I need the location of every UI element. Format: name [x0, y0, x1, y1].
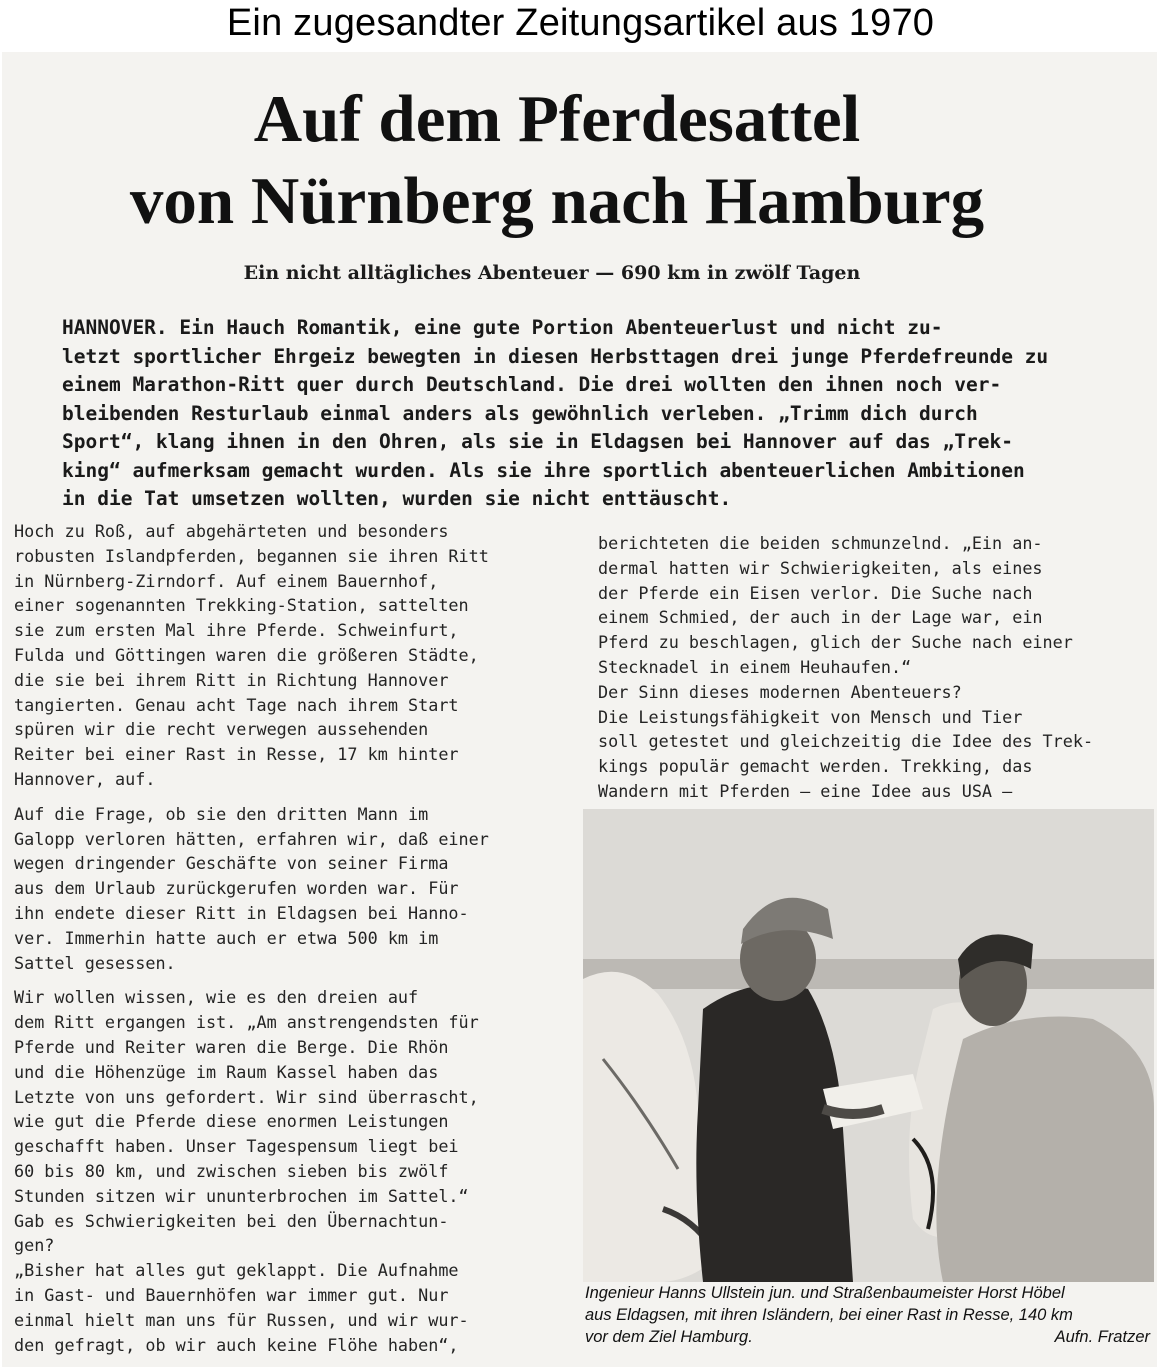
body-line: Pferde und Reiter waren die Berge. Die Rhön [14, 1036, 449, 1057]
body-line: berichteten die beiden schmunzelnd. „Ein an- [598, 533, 1043, 553]
body-line: der Pferde ein Eisen verlor. Die Suche nach [598, 582, 1033, 603]
body-line: in Gast- und Bauernhöfen war immer gut. Nur [14, 1284, 449, 1305]
body-line: Stunden sitzen wir ununterbrochen im Sattel.“ [14, 1185, 469, 1206]
body-line: Fulda und Göttingen waren die größeren Städte, [14, 644, 479, 665]
lead-line: king“ aufmerksam gemacht wurden. Als sie ihre sportlich abenteuerlichen Ambitionen [62, 458, 1025, 482]
body-line: wegen dringender Geschäfte von seiner Firma [14, 853, 449, 874]
body-line: Gab es Schwierigkeiten bei den Übernachtun- [14, 1210, 449, 1231]
paragraph-gap [14, 792, 584, 802]
body-line: tangierten. Genau acht Tage nach ihrem Start [14, 694, 459, 715]
body-line: Wandern mit Pferden — eine Idee aus USA — [598, 780, 1013, 801]
body-line: Die Leistungsfähigkeit von Mensch und Tier [598, 706, 1023, 727]
body-line: Galopp verloren hätten, erfahren wir, daß einer [14, 828, 489, 849]
body-line: einmal hielt man uns für Russen, und wir wur- [14, 1309, 469, 1330]
lead-line: Sport“, klang ihnen in den Ohren, als sie in Eldagsen bei Hannover auf das „Trek- [62, 430, 1013, 453]
body-line: aus dem Urlaub zurückgerufen worden war. Für [14, 878, 459, 899]
lead-line: einem Marathon-Ritt quer durch Deutschland. Die drei wollten den ihnen noch ver- [62, 373, 1002, 396]
lead-line: bleibenden Resturlaub einmal anders als gewöhnlich verleben. „Trimm dich durch [62, 401, 978, 425]
paragraph-gap [14, 975, 584, 985]
body-line: gen? [14, 1235, 55, 1256]
caption-line [585, 1326, 1150, 1348]
body-line: ver. Immerhin hatte auch er etwa 500 km im [14, 927, 439, 948]
lead-line: letzt sportlicher Ehrgeiz bewegten in diesen Herbsttagen drei junge Pferdefreunde zu [62, 344, 1049, 368]
article-headline [2, 78, 1112, 242]
body-line: Der Sinn dieses modernen Abenteuers? [598, 681, 962, 702]
photo-caption [585, 1282, 1150, 1348]
article-lead [62, 314, 1142, 514]
lead-line: in die Tat umsetzen wollten, wurden sie nicht enttäuscht. [62, 487, 732, 510]
headline-line: von Nürnberg nach Hamburg [129, 164, 985, 238]
body-line: Wir wollen wissen, wie es den dreien auf [14, 987, 419, 1008]
headline-line: Auf dem Pferdesattel [253, 82, 861, 156]
body-line: einem Schmied, der auch in der Lage war, ein [598, 607, 1043, 628]
body-line: ihn endete dieser Ritt in Eldagsen bei Hanno- [14, 902, 469, 923]
body-line: geschafft haben. Unser Tagespensum liegt bei [14, 1136, 459, 1157]
photo-credit: Aufn. Fratzer [1054, 1328, 1150, 1346]
body-line: dermal hatten wir Schwierigkeiten, als eines [598, 557, 1043, 578]
body-line: „Bisher hat alles gut geklappt. Die Aufnahme [14, 1260, 459, 1281]
body-line: Letzte von uns gefordert. Wir sind überrascht, [14, 1086, 479, 1107]
body-line: wie gut die Pferde diese enormen Leistungen [14, 1111, 449, 1132]
body-line: spüren wir die recht verwegen aussehenden [14, 719, 429, 740]
article-subheadline: Ein nicht alltägliches Abenteuer — 690 km in zwölf Tagen [243, 262, 861, 284]
body-line: Pferd zu beschlagen, glich der Suche nach einer [598, 632, 1073, 653]
body-line: Sattel gesessen. [14, 952, 176, 973]
body-line: und die Höhenzüge im Raum Kassel haben das [14, 1061, 439, 1082]
body-line: einer sogenannten Trekking-Station, sattelten [14, 595, 469, 616]
body-line: robusten Islandpferden, begannen sie ihren Ritt [14, 545, 489, 566]
article-photo [583, 809, 1154, 1282]
caption-line: aus Eldagsen, mit ihren Isländern, bei einer Rast in Resse, 140 km [585, 1306, 1073, 1324]
body-line: kings populär gemacht werden. Trekking, das [598, 756, 1033, 777]
body-line: sie zum ersten Mal ihre Pferde. Schweinfurt, [14, 620, 459, 641]
body-line: Reiter bei einer Rast in Resse, 17 km hinter [14, 744, 459, 765]
body-line: Hoch zu Roß, auf abgehärteten und besonders [14, 521, 449, 541]
article-column-left [14, 519, 584, 1357]
body-line: dem Ritt ergangen ist. „Am anstrengendsten für [14, 1012, 479, 1033]
body-line: Stecknadel in einem Heuhaufen.“ [598, 656, 912, 677]
caption-line: Ingenieur Hanns Ullstein jun. und Straßenbaumeister Horst Höbel [585, 1284, 1065, 1302]
caption-text: vor dem Ziel Hamburg. [585, 1328, 753, 1346]
body-line: Auf die Frage, ob sie den dritten Mann im [14, 803, 429, 824]
body-line: Hannover, auf. [14, 768, 156, 789]
article-column-right [598, 531, 1148, 853]
body-line: in Nürnberg-Zirndorf. Auf einem Bauernhof, [14, 570, 439, 591]
lead-line: HANNOVER. Ein Hauch Romantik, eine gute Portion Abenteuerlust und nicht zu- [62, 316, 943, 339]
body-line: soll getestet und gleichzeitig die Idee des Trek- [598, 731, 1094, 752]
body-line: 60 bis 80 km, und zwischen sieben bis zwölf [14, 1160, 449, 1181]
page-caption: Ein zugesandter Zeitungsartikel aus 1970 [226, 2, 935, 44]
body-line: den gefragt, ob wir auch keine Flöhe haben“, [14, 1334, 459, 1355]
body-line: die sie bei ihrem Ritt in Richtung Hannover [14, 669, 449, 690]
